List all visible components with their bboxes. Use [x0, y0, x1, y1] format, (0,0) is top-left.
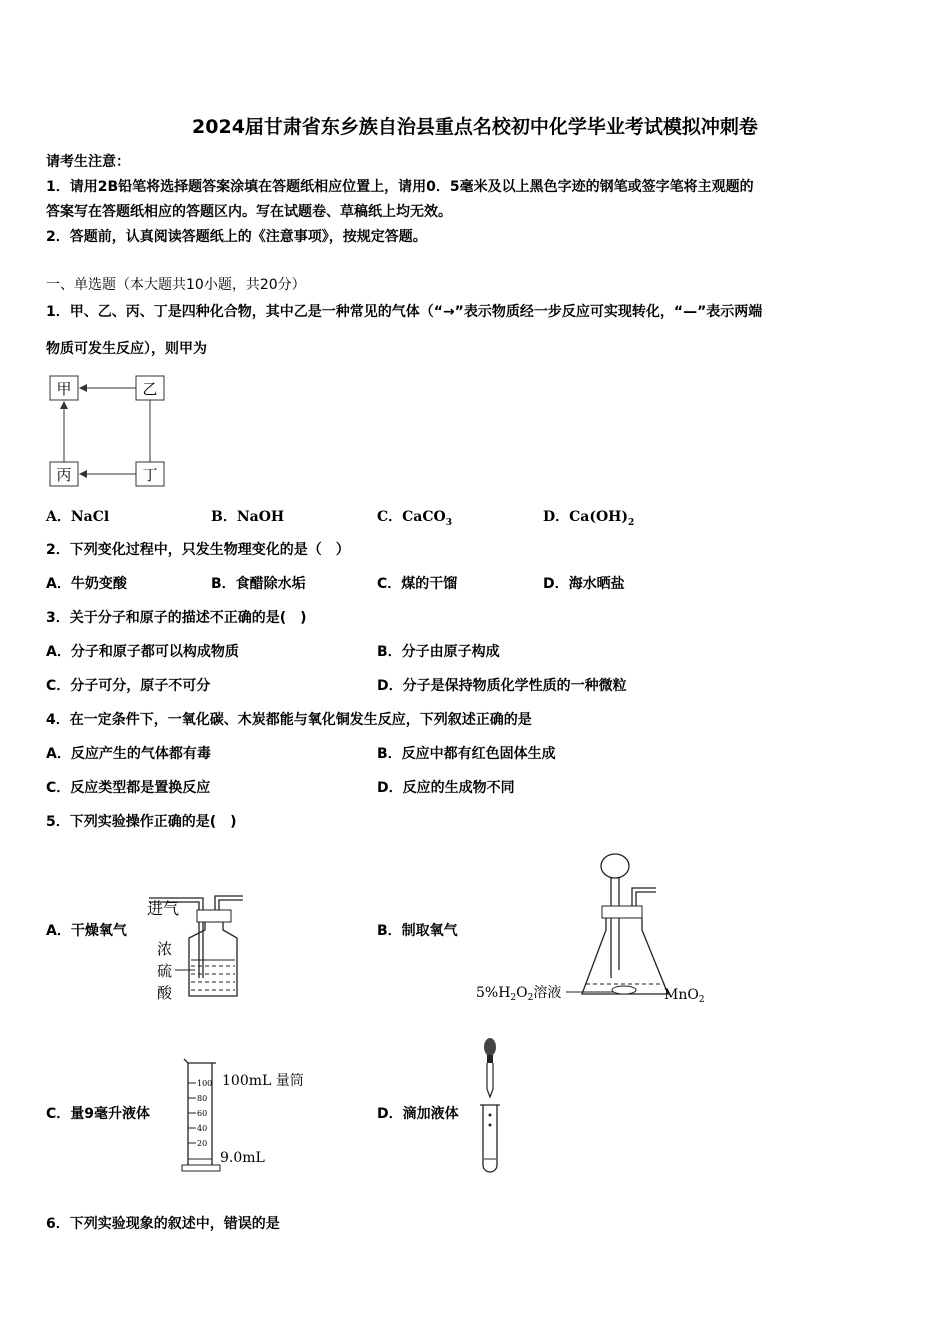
tick-80: 80	[197, 1094, 208, 1103]
q2-option-b[interactable]: B．食醋除水垢	[211, 576, 306, 592]
funnel-bulb	[601, 854, 629, 878]
q6-stem: 6．下列实验现象的叙述中，错误的是	[46, 1216, 280, 1232]
flask-stopper	[602, 906, 642, 918]
q3-option-d[interactable]: D．分子是保持物质化学性质的一种微粒	[377, 678, 627, 694]
label-reading: 9.0mL	[220, 1150, 265, 1166]
label-bing: 丙	[56, 466, 72, 484]
q5-stem: 5．下列实验操作正确的是( )	[46, 814, 237, 830]
label-solution: $5\%H_2O_2$溶液	[476, 985, 562, 1003]
q4-option-b[interactable]: B．反应中都有红色固体生成	[377, 746, 556, 762]
q5-option-d[interactable]: D．滴加液体	[377, 1106, 459, 1122]
label-acid-3: 酸	[157, 984, 173, 1002]
stopper	[197, 910, 231, 922]
label-acid-1: 浓	[157, 940, 173, 958]
label-ding: 丁	[142, 466, 158, 484]
q4-option-c[interactable]: C．反应类型都是置换反应	[46, 780, 211, 796]
tick-60: 60	[197, 1109, 208, 1118]
label-yi: 乙	[142, 380, 158, 398]
q4-option-d[interactable]: D．反应的生成物不同	[377, 780, 515, 796]
q5-option-b[interactable]: B．制取氧气	[377, 923, 458, 939]
cylinder-base	[182, 1165, 220, 1171]
q5-option-c[interactable]: C．量9毫升液体	[46, 1106, 151, 1122]
tick-20: 20	[197, 1139, 208, 1148]
q3-option-b[interactable]: B．分子由原子构成	[377, 644, 500, 660]
figure-graduated-cylinder	[178, 1055, 318, 1177]
notice-line-1a: 1．请用2B铅笔将选择题答案涂填在答题纸相应位置上，请用0．5毫米及以上黑色字迹的钢笔或签字笔将主观题的	[46, 179, 754, 195]
notice-line-1b: 答案写在答题纸相应的答题区内。写在试题卷、草稿纸上均无效。	[46, 204, 452, 220]
scale-ticks	[188, 1083, 196, 1143]
q1-stem-a: 1．甲、乙、丙、丁是四种化合物，其中乙是一种常见的气体（“→”表示物质经一步反应可实现转化，“—”表示两端	[46, 304, 763, 320]
q2-option-c[interactable]: C．煤的干馏	[377, 576, 458, 592]
label-acid-2: 硫	[157, 962, 173, 980]
q1-option-c[interactable]: C．CaCO$_3$	[377, 509, 452, 528]
notice-heading: 请考生注意：	[46, 154, 130, 170]
label-jia: 甲	[56, 380, 72, 398]
q3-stem: 3．关于分子和原子的描述不正确的是( )	[46, 610, 307, 626]
bottle-body	[189, 922, 237, 996]
section-heading: 一、单选题（本大题共10小题，共20分）	[46, 277, 306, 293]
dropper-tube	[487, 1063, 493, 1097]
catalyst-solid	[612, 986, 636, 994]
q4-stem: 4．在一定条件下，一氧化碳、木炭都能与氧化铜发生反应，下列叙述正确的是	[46, 712, 532, 728]
q1-option-d[interactable]: D．$Ca(OH)_2$	[543, 509, 635, 528]
q2-option-a[interactable]: A．牛奶变酸	[46, 576, 127, 592]
label-cylinder: 100mL 量筒	[222, 1073, 304, 1089]
q1-relation-diagram	[40, 366, 180, 492]
figure-oxygen-generator	[474, 848, 714, 1008]
q2-option-d[interactable]: D．海水晒盐	[543, 576, 625, 592]
q1-stem-b: 物质可发生反应），则甲为	[46, 341, 207, 357]
figure-dropper-tube	[476, 1033, 512, 1175]
conical-flask	[582, 918, 668, 994]
tick-40: 40	[197, 1124, 208, 1133]
q2-stem: 2．下列变化过程中，只发生物理变化的是（ ）	[46, 542, 350, 558]
notice-line-2: 2．答题前，认真阅读答题纸上的《注意事项》，按规定答题。	[46, 229, 427, 245]
q5-option-a[interactable]: A．干燥氧气	[46, 923, 127, 939]
q3-option-a[interactable]: A．分子和原子都可以构成物质	[46, 644, 239, 660]
q3-option-c[interactable]: C．分子可分，原子不可分	[46, 678, 211, 694]
page-title: 2024届甘肃省东乡族自治县重点名校初中化学毕业考试模拟冲刺卷	[192, 116, 758, 138]
label-inlet: 进气	[147, 899, 180, 918]
dropper-bulb	[484, 1038, 496, 1056]
label-catalyst: MnO$_2$	[664, 987, 705, 1005]
tick-100: 100	[197, 1079, 213, 1088]
figure-drying-bottle	[145, 888, 250, 1006]
q4-option-a[interactable]: A．反应产生的气体都有毒	[46, 746, 211, 762]
q1-option-a[interactable]: A．NaCl	[46, 509, 110, 525]
q1-option-b[interactable]: B．NaOH	[211, 509, 285, 525]
